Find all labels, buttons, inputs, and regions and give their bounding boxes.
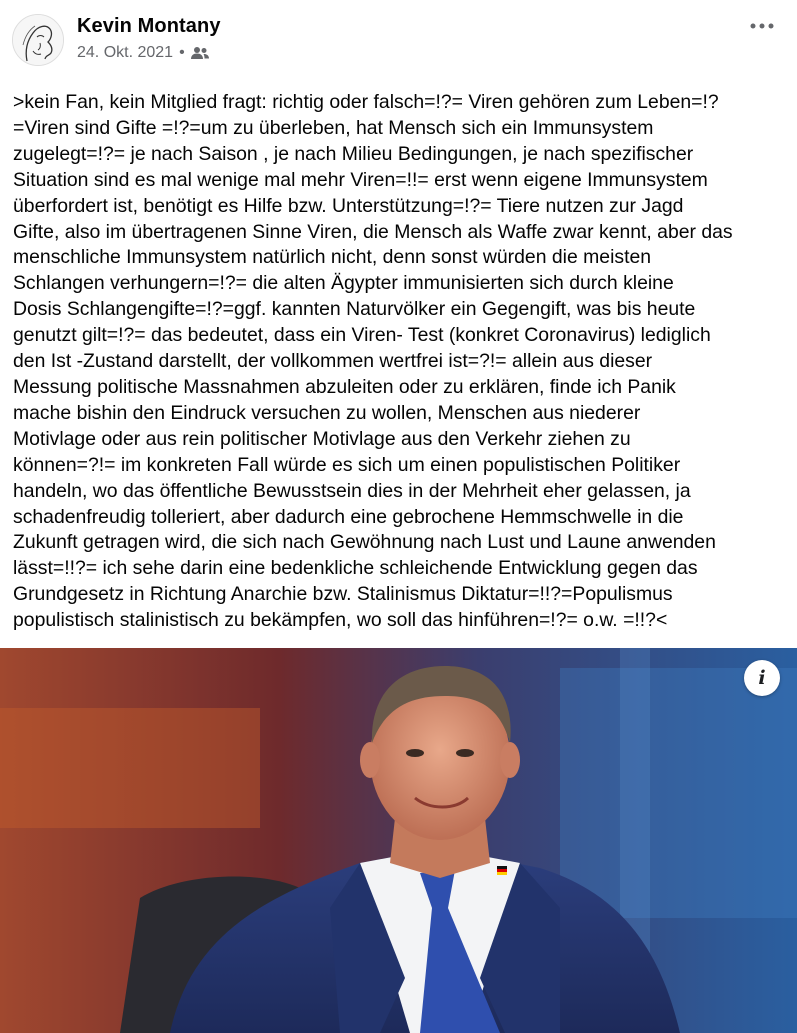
author-name[interactable]: Kevin Montany xyxy=(77,15,221,37)
avatar-sketch-icon xyxy=(13,15,64,66)
post-header xyxy=(0,0,797,72)
post-image[interactable] xyxy=(0,648,797,1033)
image-info-button[interactable]: i xyxy=(744,660,780,696)
post-date[interactable]: 24. Okt. 2021 xyxy=(77,44,174,61)
meta-separator: • xyxy=(179,44,185,61)
more-options-button[interactable] xyxy=(744,12,780,40)
politician-photo xyxy=(0,648,797,1033)
post-meta xyxy=(77,44,209,62)
more-options-icon xyxy=(750,23,774,29)
post-text: >kein Fan, kein Mitglied fragt: richtig oder falsch=!?= Viren gehören zum Leben=!? =Viren sind Gifte =!?=um zu überleben, hat Mensch sich ein Immunsystem zugelegt=!?= je nach Saison , je nach Milieu Bedingungen, je nach spezifischer Situation sind es mal wenige mal mehr Viren=!!= erst wenn eigene Immunsystem überfordert ist, benötigt es Hilfe bzw. Unterstützung=!?= Tiere nutzen zur Jagd Gifte, also im übertragenen Sinne Viren, die Mensch als Waffe zwar kennt, aber das menschliche Immunsystem natürlich nicht, denn sonst würden die meisten Schlangen verhungern=!?= die alten Ägypter immunisierten sich durch kleine Dosis Schlangengifte=!?=ggf. kannten Naturvölker ein Gegengift, was bis heute genutzt gilt=!?= das bedeutet, dass ein Viren- Test (konkret Coronavirus) lediglich den Ist -Zustand darstellt, der vollkommen wertfrei ist=?!= allein aus dieser Messung politische Massnahmen abzuleiten oder zu erklären, finde ich Panik mache bishin den Eindruck versuchen zu wollen, Menschen aus niederer Motivlage oder aus rein politischer Motivlage aus den Verkehr ziehen zu können=?!= im konkreten Fall würde es sich um einen populistischen Politiker handeln, wo das öffentliche Bewusstsein dies in der Mehrheit eher gelassen, ja schadenfreudig tolleriert, aber dadurch eine gebrochene Hemmschwelle in die Zukunft getragen wird, die sich nach Gewöhnung nach Lust und Laune anwenden lässt=!!?= ich sehe darin eine bedenkliche schleichende Entwicklung gegen das Grundgesetz in Richtung Anarchie bzw. Stalinismus Diktatur=!!?=Populismus populistisch stalinistisch zu bekämpfen, wo soll das hinführen=!?= o.w. =!!?< xyxy=(13,91,733,632)
avatar[interactable] xyxy=(12,14,64,66)
friends-icon[interactable] xyxy=(191,46,209,60)
